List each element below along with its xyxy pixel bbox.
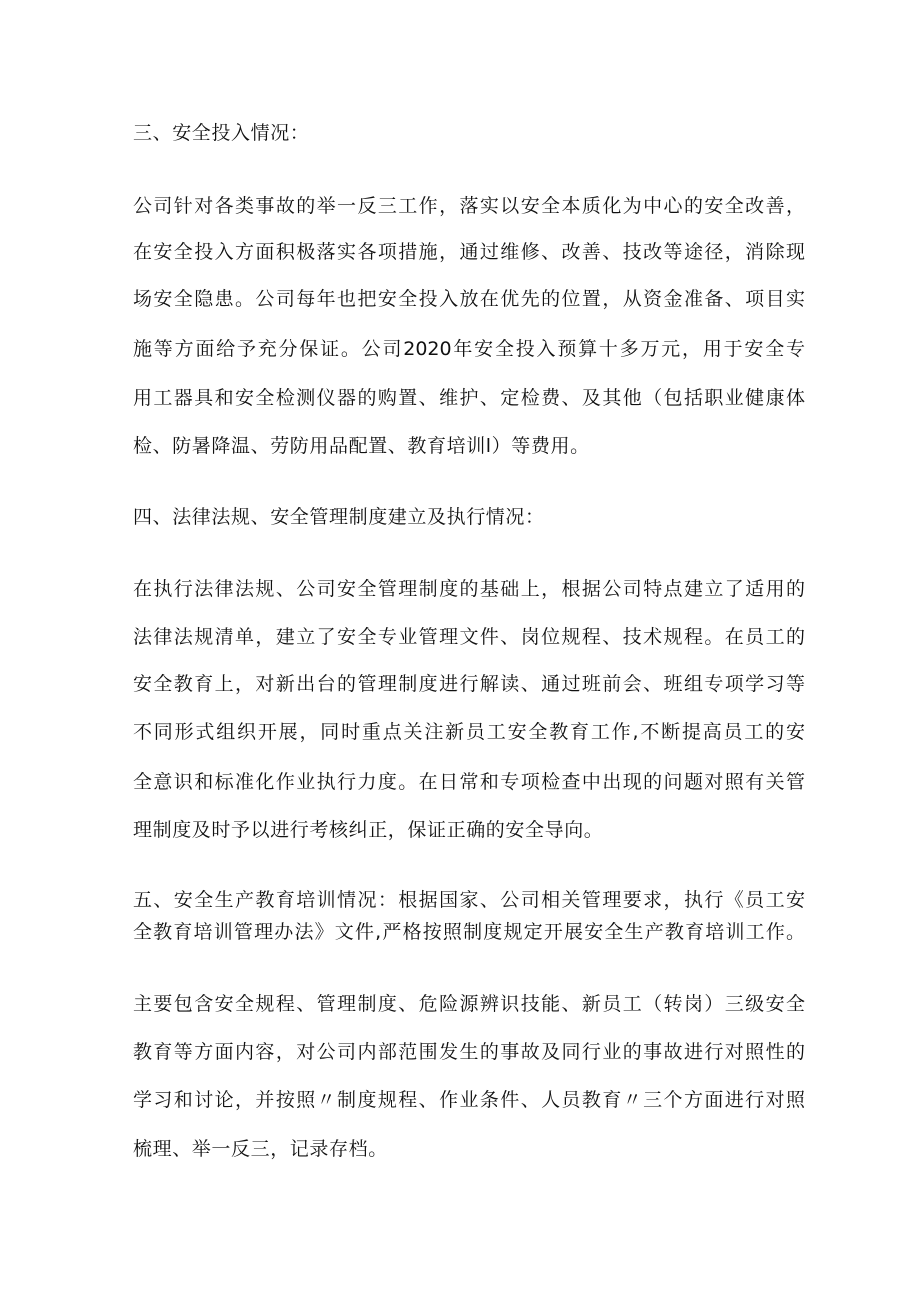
section4-line-5: 全意识和标准化作业执行力度。在日常和专项检查中出现的问题对照有关管 (133, 771, 805, 793)
section6-line-2: 教育等方面内容，对公司内部范围发生的事故及同行业的事故进行对照性的 (133, 1041, 805, 1063)
section4-heading: 四、法律法规、安全管理制度建立及执行情况： (133, 506, 545, 528)
section5-line-1: 五、安全生产教育培训情况：根据国家、公司相关管理要求，执行《员工安 (133, 889, 805, 911)
section6-line-3: 学习和讨论，并按照〃制度规程、作业条件、人员教育〃三个方面进行对照 (133, 1089, 805, 1111)
section4-line-4: 不同形式组织开展，同时重点关注新员工安全教育工作,不断提高员工的安 (133, 721, 805, 743)
section6-line-4: 梳理、举一反三，记录存档。 (133, 1138, 388, 1160)
section6-line-1: 主要包含安全规程、管理制度、危险源辨识技能、新员工（转岗）三级安全 (133, 993, 805, 1015)
section4-line-6: 理制度及时予以进行考核纠正，保证正确的安全导向。 (133, 819, 604, 841)
section3-line-3: 场安全隐患。公司每年也把安全投入放在优先的位置，从资金准备、项目实 (133, 288, 805, 310)
section3-line-6: 检、防暑降温、劳防用品配置、教育培训l）等费用。 (133, 435, 590, 457)
section3-line-4: 施等方面给予充分保证。公司2020年安全投入预算十多万元，用于安全专 (133, 338, 805, 360)
section3-line-2: 在安全投入方面积极落实各项措施，通过维修、改善、技改等途径，消除现 (133, 241, 805, 263)
section4-line-1: 在执行法律法规、公司安全管理制度的基础上，根据公司特点建立了适用的 (133, 578, 805, 600)
section3-line-1: 公司针对各类事故的举一反三工作，落实以安全本质化为中心的安全改善， (133, 195, 805, 217)
section4-line-2: 法律法规清单，建立了安全专业管理文件、岗位规程、技术规程。在员工的 (133, 626, 805, 648)
section3-line-5: 用工器具和安全检测仪器的购置、维护、定检费、及其他（包括职业健康体 (133, 387, 805, 409)
section4-line-3: 安全教育上，对新出台的管理制度进行解读、通过班前会、班组专项学习等 (133, 673, 805, 695)
section3-heading: 三、安全投入情况： (133, 122, 310, 144)
section5-line-2: 全教育培训管理办法》文件,严格按照制度规定开展安全生产教育培训工作。 (133, 921, 805, 943)
